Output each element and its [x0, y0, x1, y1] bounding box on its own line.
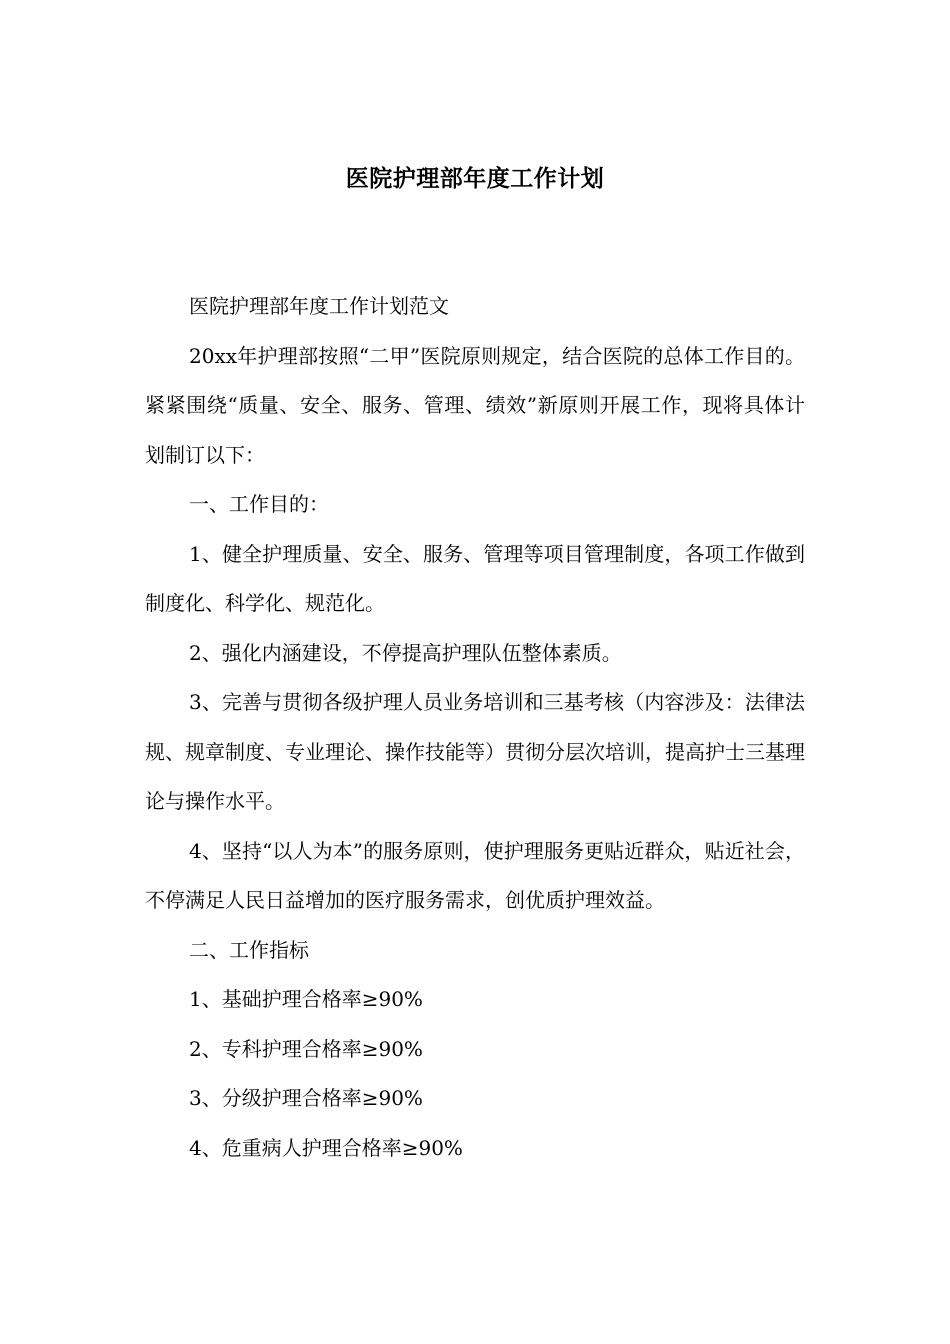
- indicator-item-3: 3、分级护理合格率≥90%: [189, 1086, 423, 1110]
- goal-item-4: 4、坚持“以人为本”的服务原则，使护理服务更贴近群众，贴近社会，不停满足人民日益增加的医疗服务需求，创优质护理效益。: [145, 838, 805, 912]
- section-heading-indicators: 二、工作指标: [189, 937, 309, 962]
- document-title: 医院护理部年度工作计划: [345, 166, 605, 192]
- indicator-item-4: 4、危重病人护理合格率≥90%: [189, 1135, 463, 1160]
- paragraph-intro: 20xx年护理部按照“二甲”医院原则规定，结合医院的总体工作目的。紧紧围绕“质量、安全、服务、管理、绩效”新原则开展工作，现将具体计划制订以下：: [145, 343, 805, 467]
- goal-item-3: 3、完善与贯彻各级护理人员业务培训和三基考核（内容涉及：法律法规、规章制度、专业理论、操作技能等）贯彻分层次培训，提高护士三基理论与操作水平。: [145, 690, 805, 813]
- paragraph-subtitle: 医院护理部年度工作计划范文: [189, 294, 449, 318]
- section-heading-goals: 一、工作目的：: [189, 492, 329, 516]
- indicator-item-2: 2、专科护理合格率≥90%: [189, 1036, 423, 1061]
- goal-item-2: 2、强化内涵建设，不停提高护理队伍整体素质。: [189, 640, 622, 665]
- goal-item-1: 1、健全护理质量、安全、服务、管理等项目管理制度，各项工作做到制度化、科学化、规范化。: [145, 541, 805, 615]
- document-body: [145, 282, 805, 1173]
- indicator-item-1: 1、基础护理合格率≥90%: [189, 987, 423, 1011]
